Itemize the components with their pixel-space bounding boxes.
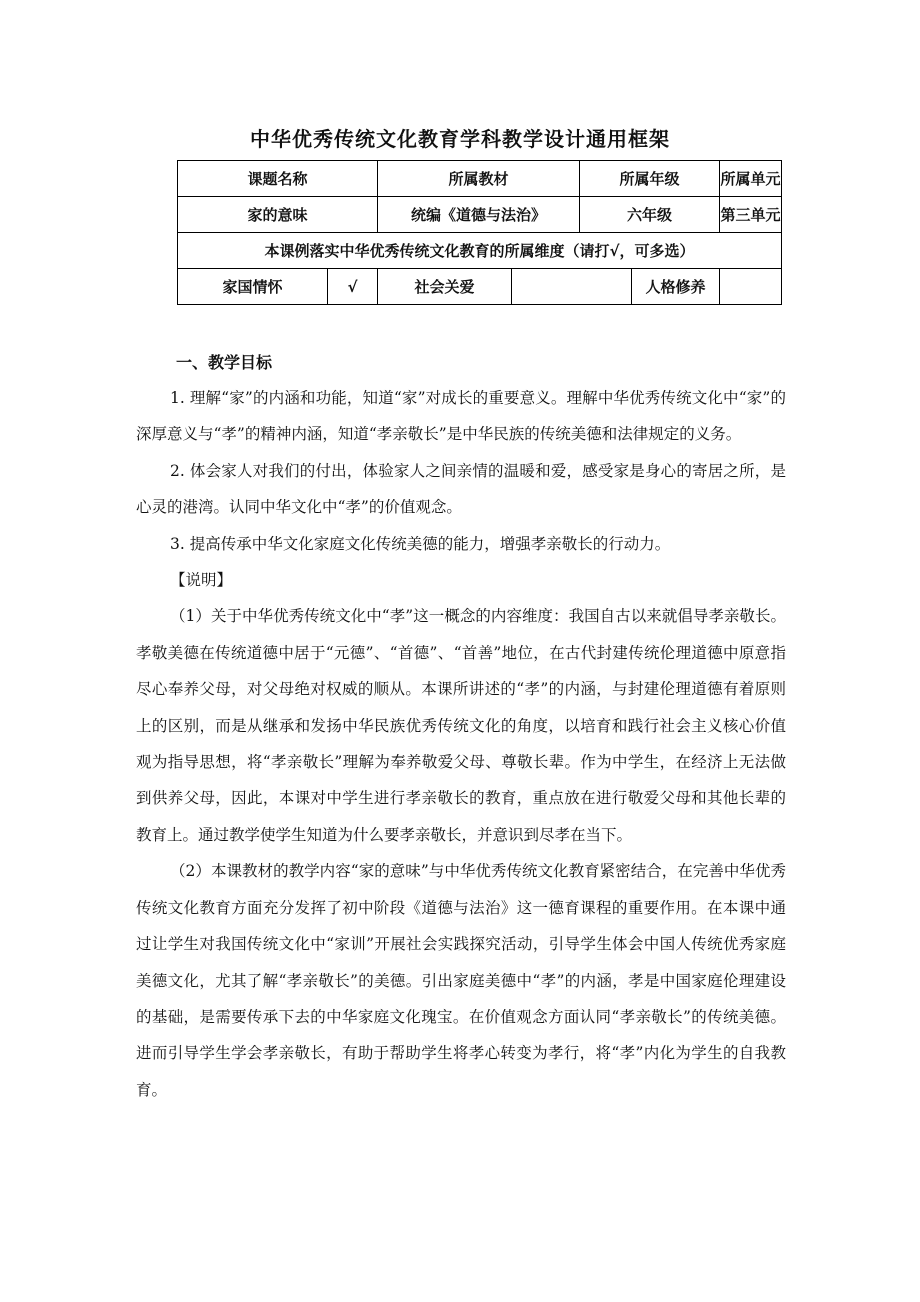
header-cell-textbook: 所属教材 — [378, 161, 580, 197]
dimension-label-family-country: 家国情怀 — [178, 269, 328, 305]
lesson-info-table — [177, 160, 782, 305]
table-header-row — [178, 161, 782, 197]
dimension-label-personality: 人格修养 — [632, 269, 720, 305]
note-paragraph-1: （1）关于中华优秀传统文化中“孝”这一概念的内容维度：我国自古以来就倡导孝亲敬长。孝敬美德在传统道德中居于“元德”、“首德”、“首善”地位，在古代封建传统伦理道德中原意指尽心奉养父母，对父母绝对权威的顺从。本课所讲述的“孝”的内涵，与封建伦理道德有着原则上的区别，而是从继承和发扬中华民族优秀传统文化的角度，以培育和践行社会主义核心价值观为指导思想，将“孝亲敬长”理解为奉养敬爱父母、尊敬长辈。作为中学生，在经济上无法做到供养父母，因此，本课对中学生进行孝亲敬长的教育，重点放在进行敬爱父母和其他长辈的教育上。通过教学使学生知道为什么要孝亲敬长，并意识到尽孝在当下。 — [136, 607, 786, 844]
value-cell-topic: 家的意味 — [178, 197, 378, 233]
header-cell-grade: 所属年级 — [580, 161, 720, 197]
value-cell-textbook: 统编《道德与法治》 — [378, 197, 580, 233]
goal-paragraph-3: 3. 提高传承中华文化家庭文化传统美德的能力，增强孝亲敬长的行动力。 — [170, 534, 671, 553]
goal-paragraph-2: 2. 体会家人对我们的付出，体验家人之间亲情的温暖和爱，感受家是身心的寄居之所，是心灵的港湾。认同中华文化中“孝”的价值观念。 — [136, 461, 786, 517]
section-heading-teaching-goals: 一、教学目标 — [176, 353, 273, 372]
note-label: 【说明】 — [170, 571, 233, 590]
dimension-label-social-care: 社会关爱 — [378, 269, 512, 305]
table-dimension-note-row — [178, 233, 782, 269]
dimension-note: 本课例落实中华优秀传统文化教育的所属维度（请打√，可多选） — [178, 233, 782, 269]
header-cell-topic: 课题名称 — [178, 161, 378, 197]
table-value-row — [178, 197, 782, 233]
table-dimension-row — [178, 269, 782, 305]
value-cell-unit: 第三单元 — [720, 197, 782, 233]
note-paragraph-2: （2）本课教材的教学内容“家的意味”与中华优秀传统文化教育紧密结合，在完善中华优秀传统文化教育方面充分发挥了初中阶段《道德与法治》这一德育课程的重要作用。在本课中通过让学生对我国传统文化中“家训”开展社会实践探究活动，引导学生体会中国人传统优秀家庭美德文化，尤其了解“孝亲敬长”的美德。引出家庭美德中“孝”的内涵，孝是中国家庭伦理建设的基础，是需要传承下去的中华家庭文化瑰宝。在价值观念方面认同“孝亲敬长”的传统美德。进而引导学生学会孝亲敬长，有助于帮助学生将孝心转变为孝行，将“孝”内化为学生的自我教育。 — [136, 862, 786, 1099]
document-title: 中华优秀传统文化教育学科教学设计通用框架 — [250, 127, 670, 151]
value-cell-grade: 六年级 — [580, 197, 720, 233]
header-cell-unit: 所属单元 — [720, 161, 782, 197]
dimension-mark-personality — [720, 269, 782, 305]
dimension-mark-social-care — [512, 269, 632, 305]
goal-paragraph-1: 1. 理解“家”的内涵和功能，知道“家”对成长的重要意义。理解中华优秀传统文化中“家”的深厚意义与“孝”的精神内涵，知道“孝亲敬长”是中华民族的传统美德和法律规定的义务。 — [136, 389, 786, 444]
goals-block — [136, 380, 786, 1108]
dimension-mark-family-country: √ — [328, 269, 378, 305]
